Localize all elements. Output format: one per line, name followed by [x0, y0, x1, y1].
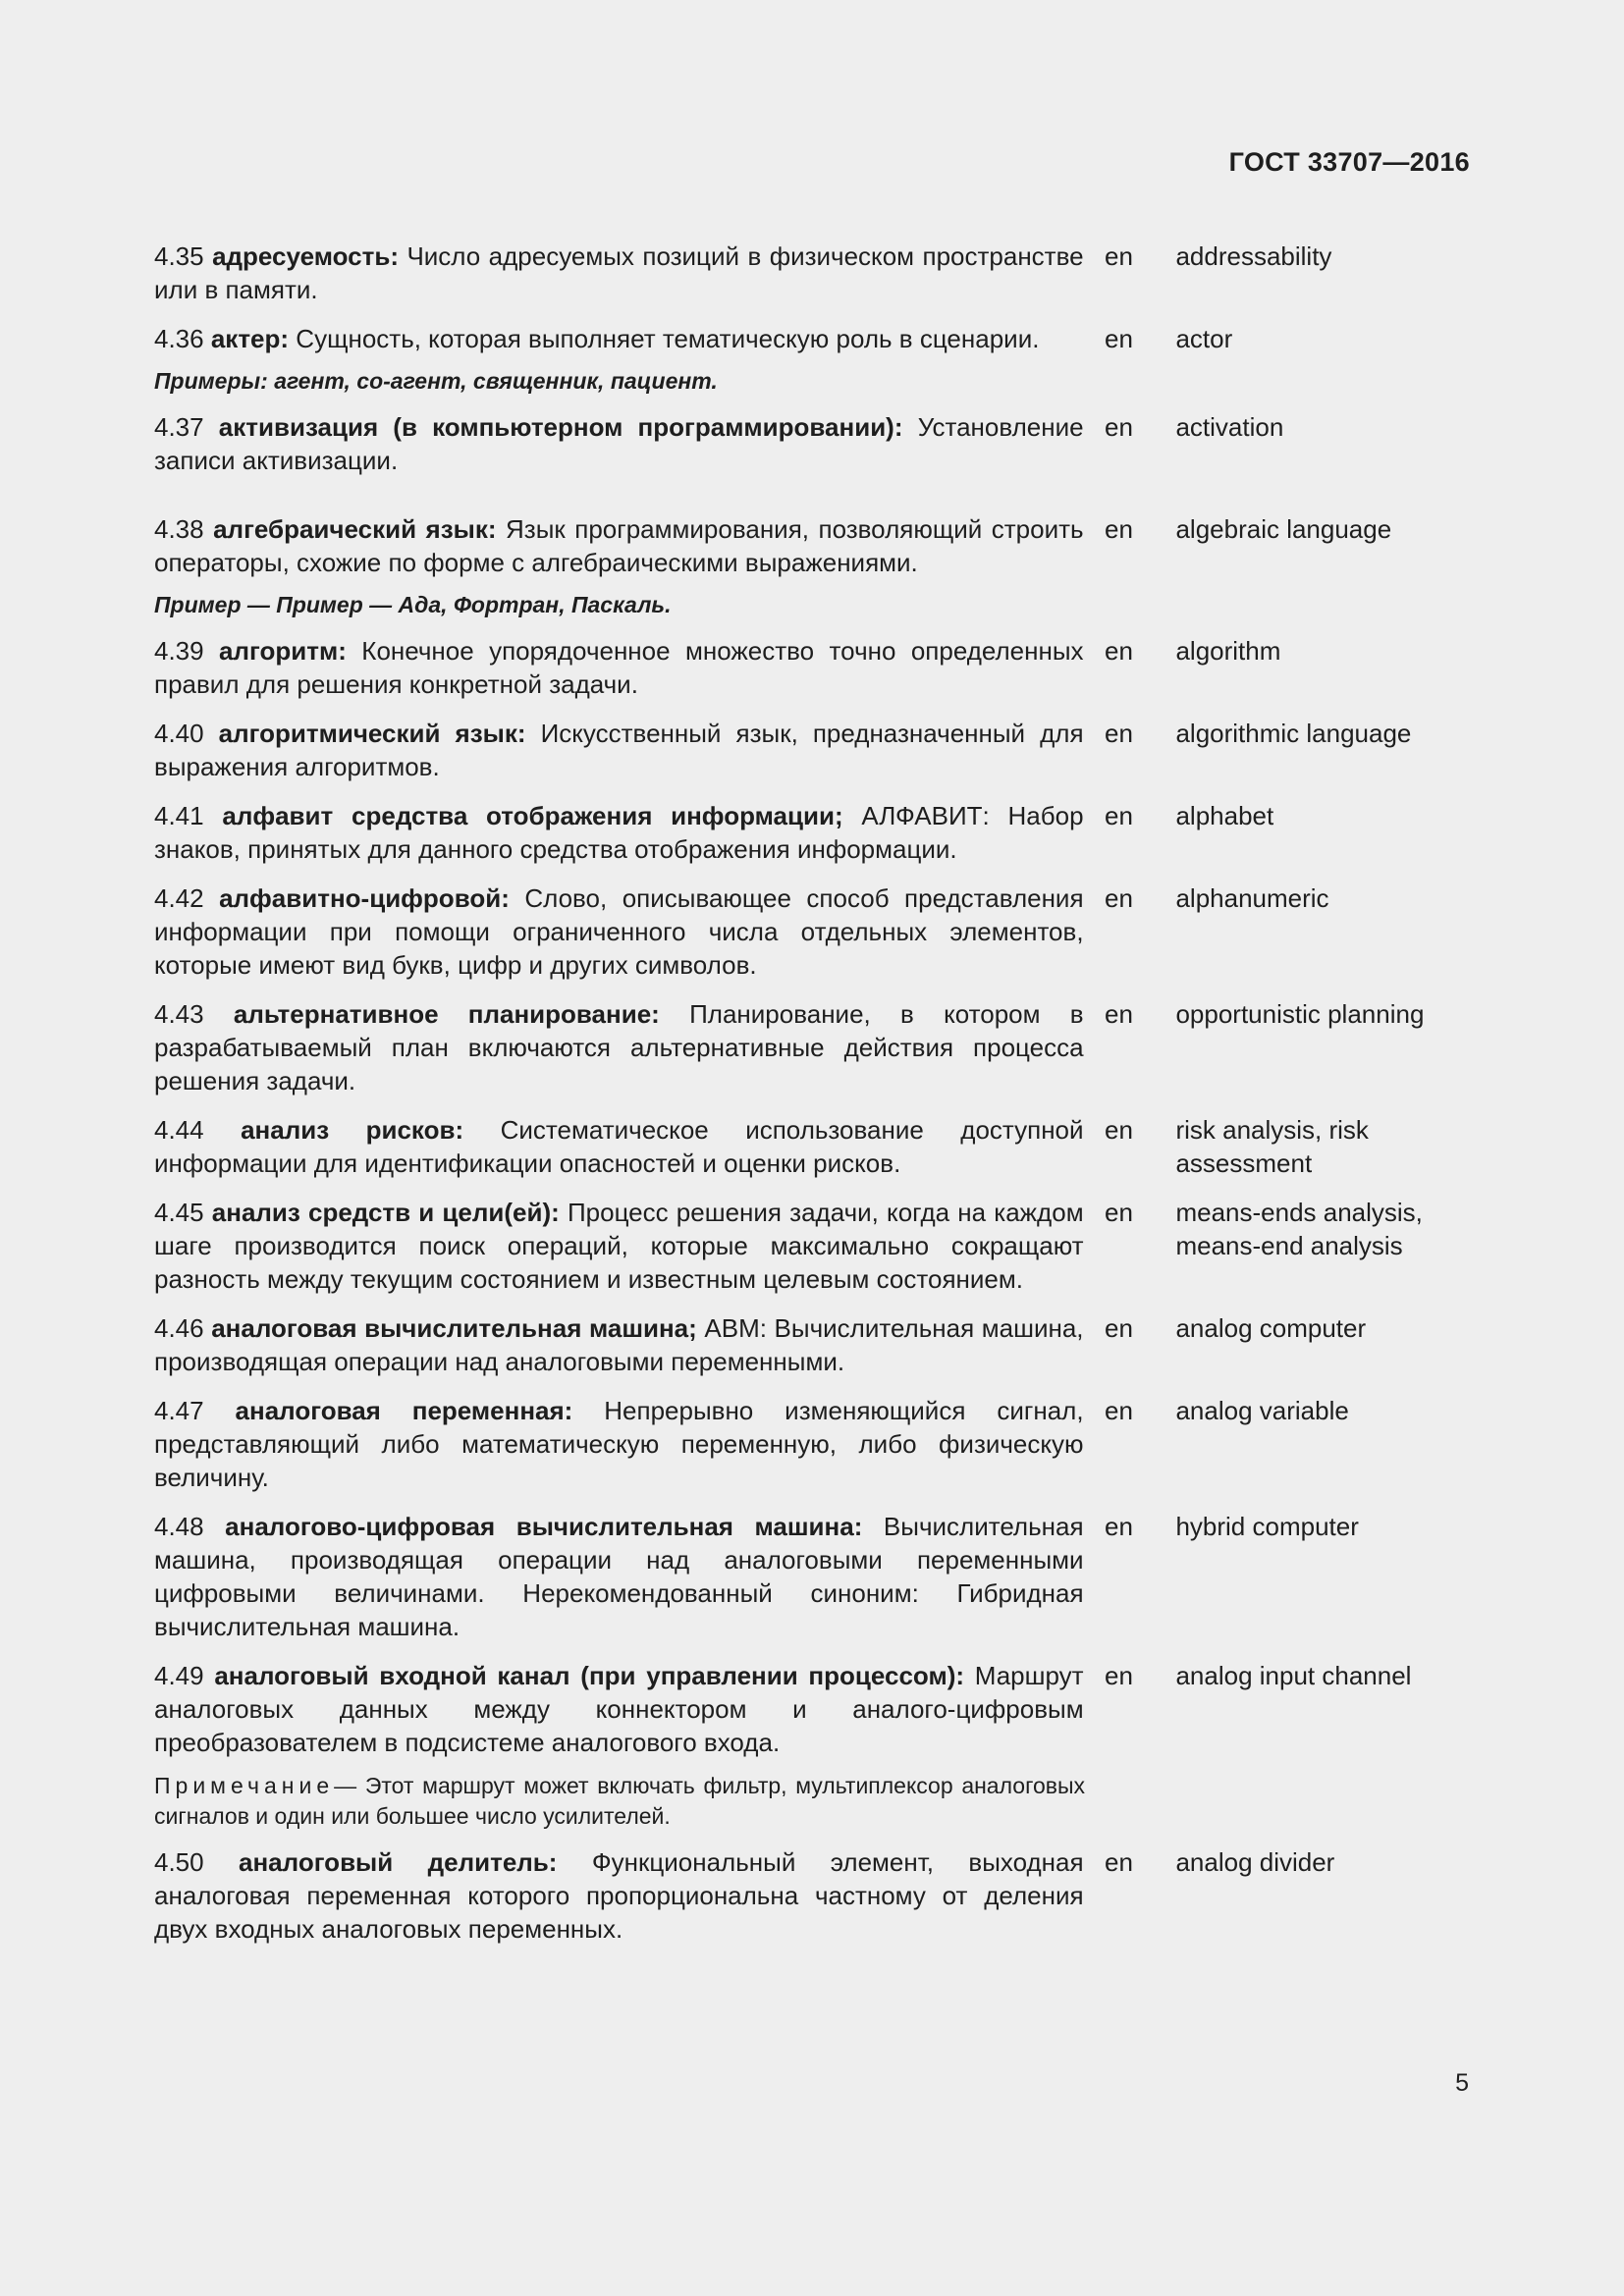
language-code: en: [1105, 1198, 1133, 1227]
term-definition: Систематическое использование доступной информации для идентификации опасностей и оценки рисков.: [154, 1115, 1084, 1178]
term-text: [154, 717, 1084, 783]
term-number: 4.49: [154, 1661, 204, 1690]
language-code: en: [1105, 1661, 1133, 1690]
term-number: 4.38: [154, 514, 204, 544]
term-number: 4.39: [154, 636, 204, 666]
term-text: [154, 799, 1084, 866]
term-text: [154, 322, 1084, 355]
term-heading: аналоговый делитель:: [239, 1847, 558, 1877]
term-heading: алфавитно-цифровой:: [219, 883, 510, 913]
term-text: [154, 1394, 1084, 1494]
term-example: Пример — Пример — Ада, Фортран, Паскаль.: [154, 592, 672, 617]
english-equivalent: algorithm: [1175, 636, 1281, 666]
term-text: [154, 1113, 1084, 1180]
term-number: 4.44: [154, 1115, 204, 1145]
term-number: 4.35: [154, 241, 204, 271]
term-entry: [154, 881, 1470, 982]
term-text: [154, 1196, 1084, 1296]
term-definition: Язык программирования, позволяющий строить операторы, схожие по форме с алгебраическими выражениями.: [154, 514, 1084, 577]
term-definition: Вычислительная машина, производящая операции над аналоговыми переменными цифровыми величинами. Нерекомендованный синоним: Гибридная вычислительная машина.: [154, 1512, 1084, 1641]
language-code: en: [1105, 883, 1133, 913]
term-definition: Сущность, которая выполняет тематическую роль в сценарии.: [296, 324, 1040, 353]
english-equivalent: analog variable: [1175, 1396, 1349, 1425]
term-heading: альтернативное планирование:: [233, 999, 660, 1029]
english-equivalent: addressability: [1175, 241, 1332, 271]
term-entry: [154, 322, 1470, 355]
term-number: 4.41: [154, 801, 204, 830]
term-definition: Слово, описывающее способ представления информации при помощи ограниченного числа отдельных элементов, которые имеют вид букв, цифр и других символов.: [154, 883, 1084, 980]
term-entry: [154, 1394, 1470, 1494]
term-heading: активизация (в компьютерном программировании):: [218, 412, 903, 442]
page-number: 5: [1455, 2069, 1469, 2097]
english-equivalent: analog input channel: [1175, 1661, 1412, 1690]
term-heading: анализ рисков:: [241, 1115, 464, 1145]
term-definition: Маршрут аналоговых данных между коннектором и аналого-цифровым преобразователем в подсистеме аналогового входа.: [154, 1661, 1084, 1757]
term-text: [154, 997, 1084, 1097]
english-equivalent: means-ends analysis, means-end analysis: [1175, 1198, 1423, 1260]
term-number: 4.47: [154, 1396, 204, 1425]
term-number: 4.48: [154, 1512, 204, 1541]
term-entry: [154, 240, 1470, 306]
term-list: [154, 240, 1470, 1946]
language-code: en: [1105, 1847, 1133, 1877]
note-label: Примечание: [154, 1773, 335, 1798]
english-equivalent: activation: [1175, 412, 1284, 442]
term-definition: Конечное упорядоченное множество точно определенных правил для решения конкретной задачи.: [154, 636, 1084, 699]
language-code: en: [1105, 999, 1133, 1029]
term-heading: алгебраический язык:: [213, 514, 497, 544]
english-equivalent: analog divider: [1175, 1847, 1335, 1877]
term-heading: алфавит средства отображения информации;: [222, 801, 843, 830]
language-code: en: [1105, 514, 1133, 544]
term-text: [154, 240, 1084, 306]
term-heading: алгоритм:: [219, 636, 347, 666]
term-text: [154, 1311, 1084, 1378]
term-definition: Искусственный язык, предназначенный для выражения алгоритмов.: [154, 719, 1084, 781]
language-code: en: [1105, 324, 1133, 353]
term-text: [154, 1659, 1084, 1759]
term-text: [154, 1845, 1084, 1946]
term-heading: аналогово-цифровая вычислительная машина:: [225, 1512, 863, 1541]
english-equivalent: risk analysis, risk assessment: [1175, 1115, 1369, 1178]
term-entry: [154, 512, 1470, 579]
language-code: en: [1105, 1396, 1133, 1425]
term-heading: анализ средств и цели(ей):: [211, 1198, 560, 1227]
term-text: [154, 634, 1084, 701]
term-entry: [154, 1113, 1470, 1180]
term-definition: Непрерывно изменяющийся сигнал, представляющий либо математическую переменную, либо физическую величину.: [154, 1396, 1084, 1492]
english-equivalent: alphabet: [1175, 801, 1274, 830]
document-header: ГОСТ 33707—2016: [1228, 147, 1470, 177]
english-equivalent: algebraic language: [1175, 514, 1392, 544]
term-text: [154, 881, 1084, 982]
english-equivalent: actor: [1175, 324, 1233, 353]
term-number: 4.37: [154, 412, 204, 442]
term-number: 4.46: [154, 1313, 204, 1343]
term-entry: [154, 717, 1470, 783]
term-text: [154, 410, 1084, 477]
term-entry: [154, 997, 1470, 1097]
term-number: 4.40: [154, 719, 204, 748]
term-definition: Функциональный элемент, выходная аналоговая переменная которого пропорциональна частному от деления двух входных аналоговых переменных.: [154, 1847, 1084, 1944]
term-number: 4.42: [154, 883, 204, 913]
term-entry: [154, 799, 1470, 866]
term-heading: аналоговая вычислительная машина;: [211, 1313, 697, 1343]
term-note: [154, 1771, 1085, 1832]
term-heading: актер:: [210, 324, 290, 353]
term-definition: Число адресуемых позиций в физическом пространстве или в памяти.: [154, 241, 1084, 304]
term-entry: [154, 1659, 1470, 1759]
term-entry: [154, 1311, 1470, 1378]
term-number: 4.50: [154, 1847, 204, 1877]
language-code: en: [1105, 1115, 1133, 1145]
language-code: en: [1105, 1512, 1133, 1541]
note-text: — Этот маршрут может включать фильтр, мультиплексор аналоговых сигналов и один или большее число усилителей.: [154, 1773, 1085, 1829]
english-equivalent: opportunistic planning: [1175, 999, 1425, 1029]
english-equivalent: algorithmic language: [1175, 719, 1412, 748]
language-code: en: [1105, 241, 1133, 271]
term-heading: алгоритмический язык:: [218, 719, 526, 748]
term-entry: [154, 634, 1470, 701]
english-equivalent: hybrid computer: [1175, 1512, 1359, 1541]
language-code: en: [1105, 636, 1133, 666]
term-entry: [154, 410, 1470, 477]
language-code: en: [1105, 1313, 1133, 1343]
term-entry: [154, 1196, 1470, 1296]
english-equivalent: alphanumeric: [1175, 883, 1329, 913]
term-text: [154, 512, 1084, 579]
term-definition: Процесс решения задачи, когда на каждом шаге производится поиск операций, которые максимально сокращают разность между текущим состоянием и известным целевым состоянием.: [154, 1198, 1084, 1294]
language-code: en: [1105, 412, 1133, 442]
term-heading: аналоговый входной канал (при управлении процессом):: [214, 1661, 965, 1690]
term-definition: Установление записи активизации.: [154, 412, 1084, 475]
term-text: [154, 1510, 1084, 1643]
term-entry: [154, 1510, 1470, 1643]
term-definition: Планирование, в котором в разрабатываемый план включаются альтернативные действия процесса решения задачи.: [154, 999, 1084, 1095]
english-equivalent: analog computer: [1175, 1313, 1367, 1343]
term-number: 4.43: [154, 999, 204, 1029]
term-number: 4.36: [154, 324, 204, 353]
term-entry: [154, 1845, 1470, 1946]
term-number: 4.45: [154, 1198, 204, 1227]
language-code: en: [1105, 801, 1133, 830]
term-heading: аналоговая переменная:: [235, 1396, 573, 1425]
term-heading: адресуемость:: [212, 241, 399, 271]
term-definition: АВМ: Вычислительная машина, производящая операции над аналоговыми переменными.: [154, 1313, 1084, 1376]
language-code: en: [1105, 719, 1133, 748]
term-definition: АЛФАВИТ: Набор знаков, принятых для данного средства отображения информации.: [154, 801, 1084, 864]
term-example: Примеры: агент, со-агент, священник, пациент.: [154, 368, 718, 394]
